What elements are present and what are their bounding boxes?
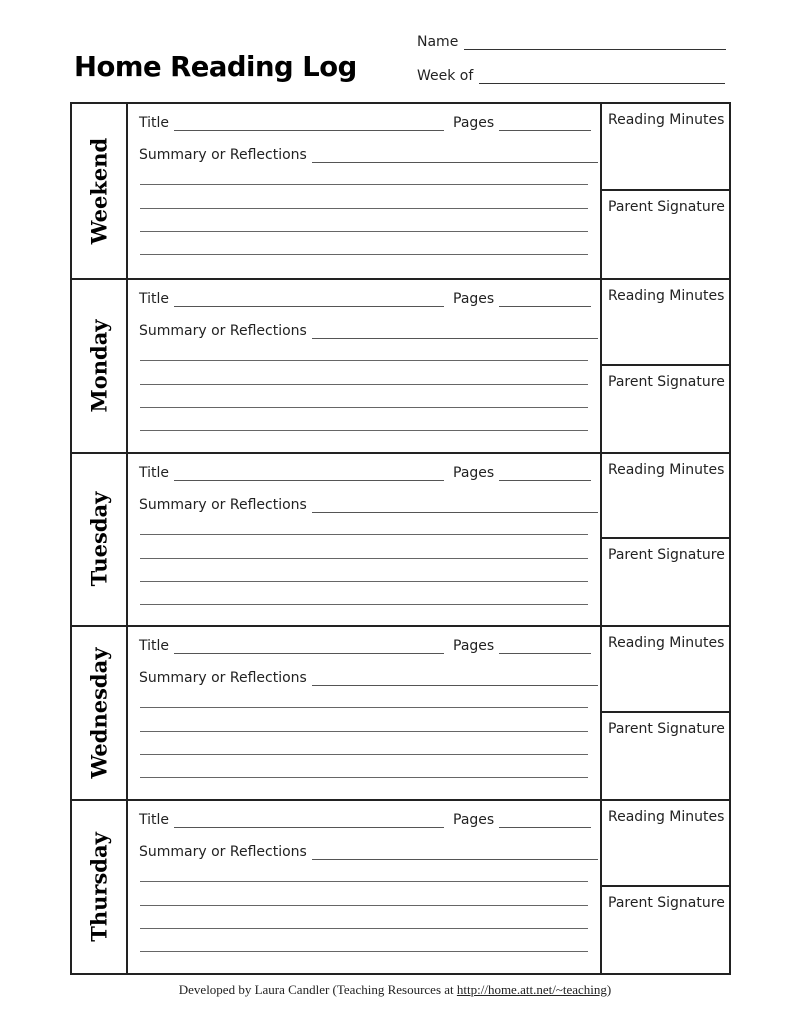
summary-line[interactable] (140, 558, 588, 559)
pages-field[interactable] (453, 638, 591, 654)
entry-area (128, 454, 602, 626)
day-label: Wednesday (86, 647, 112, 779)
day-label: Monday (86, 319, 112, 413)
day-label: Tuesday (86, 492, 112, 587)
parent-signature-label: Parent Signature (608, 373, 725, 390)
footer-close: ) (606, 982, 612, 997)
pages-field[interactable] (453, 465, 591, 481)
day-row-weekend (72, 104, 729, 278)
summary-line[interactable] (140, 951, 588, 952)
pages-input-line[interactable] (499, 639, 591, 654)
title-field[interactable] (139, 115, 444, 131)
name-input-line[interactable] (464, 35, 726, 50)
summary-line[interactable] (140, 360, 588, 361)
summary-line[interactable] (140, 430, 588, 431)
summary-line[interactable] (140, 754, 588, 755)
title-input-line[interactable] (174, 116, 444, 131)
title-field[interactable] (139, 812, 444, 828)
reading-log-table (70, 102, 731, 975)
reading-minutes-label: Reading Minutes (608, 287, 725, 304)
summary-line[interactable] (140, 777, 588, 778)
title-field[interactable] (139, 465, 444, 481)
pages-label: Pages (453, 290, 495, 307)
reading-minutes-box[interactable] (602, 454, 729, 540)
reading-minutes-label: Reading Minutes (608, 635, 725, 652)
pages-label: Pages (453, 115, 495, 131)
title-label: Title (139, 638, 170, 655)
reading-minutes-box[interactable] (602, 104, 729, 191)
summary-line[interactable] (140, 231, 588, 232)
title-input-line[interactable] (174, 813, 444, 828)
side-panel (602, 104, 729, 278)
pages-input-line[interactable] (499, 116, 591, 131)
title-input-line[interactable] (174, 466, 444, 481)
summary-line[interactable] (140, 384, 588, 385)
summary-line[interactable] (140, 208, 588, 209)
pages-label: Pages (453, 812, 495, 829)
title-input-line[interactable] (174, 292, 444, 307)
side-panel (602, 454, 729, 626)
parent-signature-label: Parent Signature (608, 721, 725, 738)
title-label: Title (139, 115, 170, 131)
summary-line[interactable] (140, 534, 588, 535)
title-field[interactable] (139, 638, 444, 654)
day-cell (72, 627, 128, 799)
reading-minutes-box[interactable] (602, 280, 729, 366)
footer-credit (0, 982, 790, 998)
summary-input-line[interactable] (312, 845, 598, 860)
summary-label: Summary or Reflections (139, 147, 307, 163)
summary-line[interactable] (140, 604, 588, 605)
summary-input-line[interactable] (312, 498, 598, 513)
parent-signature-label: Parent Signature (608, 198, 725, 215)
entry-area (128, 280, 602, 452)
pages-input-line[interactable] (499, 466, 591, 481)
name-field[interactable] (417, 34, 726, 50)
pages-input-line[interactable] (499, 292, 591, 307)
entry-area (128, 627, 602, 799)
week-label: Week of (417, 68, 474, 84)
week-input-line[interactable] (479, 69, 725, 84)
summary-line[interactable] (140, 928, 588, 929)
reading-minutes-label: Reading Minutes (608, 809, 725, 826)
reading-minutes-box[interactable] (602, 627, 729, 713)
title-input-line[interactable] (174, 639, 444, 654)
parent-signature-box[interactable] (602, 366, 729, 452)
parent-signature-box[interactable] (602, 539, 729, 625)
day-label: Weekend (86, 137, 112, 245)
summary-line[interactable] (140, 254, 588, 255)
summary-input-line[interactable] (312, 671, 598, 686)
summary-label: Summary or Reflections (139, 844, 307, 861)
entry-area (128, 104, 602, 278)
summary-input-line[interactable] (312, 324, 598, 339)
parent-signature-box[interactable] (602, 713, 729, 799)
summary-input-line[interactable] (312, 148, 598, 163)
reading-minutes-box[interactable] (602, 801, 729, 887)
pages-field[interactable] (453, 115, 591, 131)
day-cell (72, 454, 128, 626)
summary-line[interactable] (140, 905, 588, 906)
summary-label: Summary or Reflections (139, 322, 307, 339)
day-cell (72, 104, 128, 278)
side-panel (602, 627, 729, 799)
day-cell (72, 801, 128, 973)
day-row-tuesday (72, 452, 729, 626)
pages-input-line[interactable] (499, 813, 591, 828)
parent-signature-label: Parent Signature (608, 895, 725, 912)
week-field[interactable] (417, 68, 725, 84)
summary-field[interactable] (139, 323, 598, 339)
summary-line[interactable] (140, 731, 588, 732)
side-panel (602, 801, 729, 973)
summary-line[interactable] (140, 407, 588, 408)
pages-field[interactable] (453, 291, 591, 307)
summary-field[interactable] (139, 844, 598, 860)
parent-signature-label: Parent Signature (608, 547, 725, 564)
page-title: Home Reading Log (74, 50, 357, 83)
parent-signature-box[interactable] (602, 887, 729, 973)
footer-link[interactable]: http://home.att.net/~teaching (456, 982, 607, 997)
day-row-wednesday (72, 625, 729, 799)
summary-field[interactable] (139, 670, 598, 686)
name-label: Name (417, 34, 459, 50)
title-label: Title (139, 290, 170, 307)
pages-field[interactable] (453, 812, 591, 828)
pages-label: Pages (453, 464, 495, 481)
summary-line[interactable] (140, 581, 588, 582)
title-label: Title (139, 812, 170, 829)
parent-signature-box[interactable] (602, 191, 729, 278)
title-label: Title (139, 464, 170, 481)
reading-minutes-label: Reading Minutes (608, 461, 725, 478)
day-label: Thursday (86, 832, 112, 942)
day-cell (72, 280, 128, 452)
summary-field[interactable] (139, 497, 598, 513)
side-panel (602, 280, 729, 452)
entry-area (128, 801, 602, 973)
summary-label: Summary or Reflections (139, 496, 307, 513)
title-field[interactable] (139, 291, 444, 307)
summary-field[interactable] (139, 147, 598, 163)
day-row-thursday (72, 799, 729, 973)
summary-line[interactable] (140, 184, 588, 185)
summary-label: Summary or Reflections (139, 670, 307, 687)
day-row-monday (72, 278, 729, 452)
pages-label: Pages (453, 638, 495, 655)
summary-line[interactable] (140, 881, 588, 882)
summary-line[interactable] (140, 707, 588, 708)
footer-text: Developed by Laura Candler (Teaching Resources at (178, 982, 457, 997)
reading-minutes-label: Reading Minutes (608, 112, 725, 128)
